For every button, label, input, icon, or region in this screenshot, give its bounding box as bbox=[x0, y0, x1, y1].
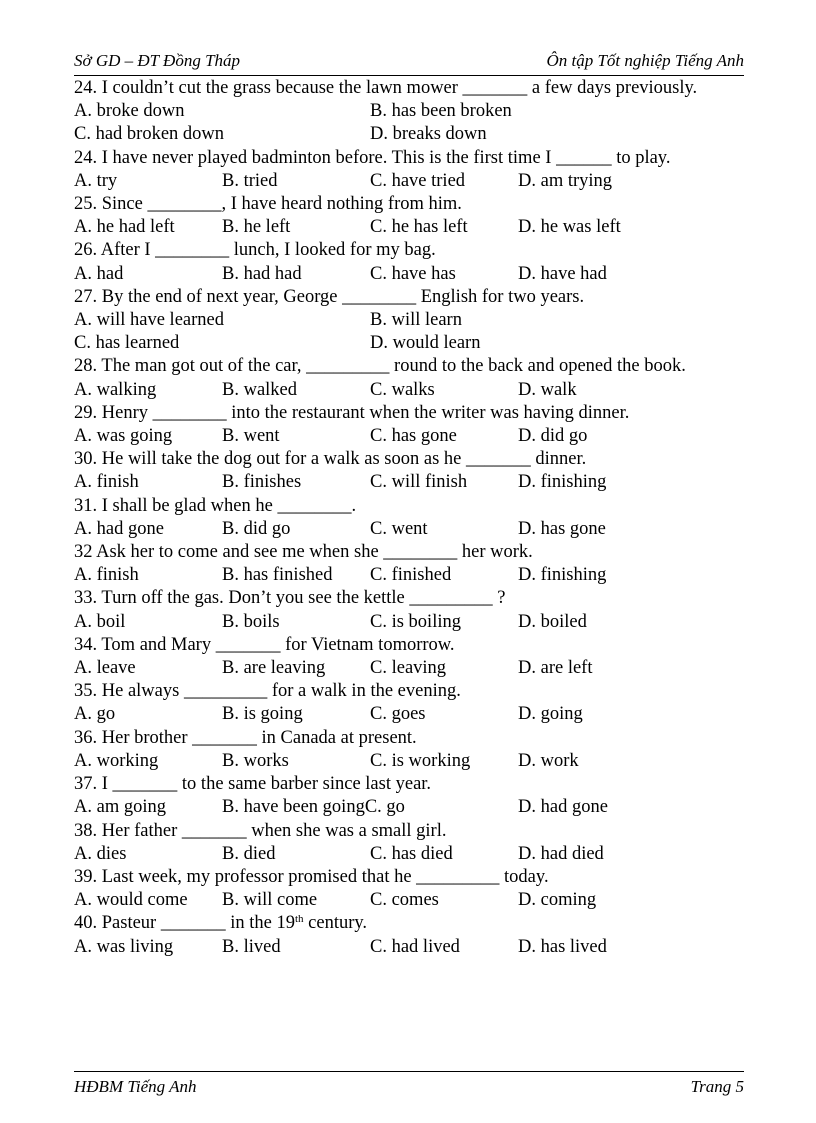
answer-option: C. went bbox=[370, 518, 428, 539]
answer-option: B. he left bbox=[222, 217, 291, 238]
answer-option: A. try bbox=[74, 170, 118, 191]
answer-option: D. have had bbox=[518, 263, 607, 284]
answer-option: D. walk bbox=[518, 379, 577, 400]
question-item bbox=[74, 680, 764, 726]
answer-option: D. did go bbox=[518, 426, 588, 447]
answer-option: C. will finish bbox=[370, 472, 468, 493]
answer-options-row bbox=[74, 936, 764, 959]
answer-options-row bbox=[74, 611, 764, 634]
answer-option: D. are left bbox=[518, 658, 593, 679]
answer-option: B. is going bbox=[222, 704, 303, 725]
answer-option: B. finishes bbox=[222, 472, 302, 493]
answer-options-row bbox=[74, 843, 764, 866]
answer-option: B. are leaving bbox=[222, 658, 326, 679]
answer-option: B. lived bbox=[222, 936, 281, 957]
answer-option: A. am going bbox=[74, 797, 166, 818]
answer-options-row bbox=[74, 471, 764, 494]
question-stem: 31. I shall be glad when he ________. bbox=[74, 495, 357, 516]
answer-option: B. boils bbox=[222, 611, 280, 632]
answer-option: A. would come bbox=[74, 890, 188, 911]
footer-right: Trang 5 bbox=[690, 1077, 744, 1096]
answer-option: C. is working bbox=[370, 750, 471, 771]
answer-option: C. he has left bbox=[370, 217, 468, 238]
answer-option: A. dies bbox=[74, 843, 127, 864]
answer-option: A. broke down bbox=[74, 101, 185, 122]
answer-options-row bbox=[74, 796, 764, 819]
question-item bbox=[74, 912, 764, 958]
answer-option: C. has died bbox=[370, 843, 453, 864]
answer-option: C. had lived bbox=[370, 936, 460, 957]
answer-option: B. will come bbox=[222, 890, 318, 911]
question-stem-part: 40. Pasteur _______ in the 19 bbox=[74, 913, 295, 934]
answer-options-row bbox=[74, 379, 764, 402]
header-right: Ôn tập Tốt nghiệp Tiếng Anh bbox=[546, 51, 744, 70]
answer-option: D. breaks down bbox=[370, 124, 487, 145]
answer-option: D. am trying bbox=[518, 170, 613, 191]
answer-option: C. walks bbox=[370, 379, 435, 400]
answer-options-row bbox=[74, 425, 764, 448]
answer-option: C. leaving bbox=[370, 658, 447, 679]
answer-option: B. went bbox=[222, 426, 280, 447]
question-stem: 27. By the end of next year, George ________ English for two years. bbox=[74, 286, 585, 307]
answer-option: A. will have learned bbox=[74, 310, 224, 331]
answer-options-row bbox=[74, 123, 764, 146]
answer-options-row bbox=[74, 750, 764, 773]
answer-option: C. has learned bbox=[74, 333, 180, 354]
answer-option: D. had died bbox=[518, 843, 604, 864]
answer-option: B. died bbox=[222, 843, 276, 864]
question-item bbox=[74, 286, 764, 356]
question-stem: 36. Her brother _______ in Canada at present. bbox=[74, 727, 417, 748]
question-item bbox=[74, 634, 764, 680]
answer-options-row bbox=[74, 518, 764, 541]
question-stem: 24. I couldn’t cut the grass because the lawn mower _______ a few days previously. bbox=[74, 78, 698, 98]
answer-option: B. did go bbox=[222, 518, 291, 539]
question-stem: 39. Last week, my professor promised that he _________ today. bbox=[74, 866, 549, 887]
answer-option: C. is boiling bbox=[370, 611, 461, 632]
answer-options-row bbox=[74, 263, 764, 286]
answer-option: D. has lived bbox=[518, 936, 607, 957]
question-stem: 37. I _______ to the same barber since last year. bbox=[74, 774, 432, 795]
answer-options-row bbox=[74, 564, 764, 587]
answer-option: D. finishing bbox=[518, 472, 607, 493]
answer-options-row bbox=[74, 216, 764, 239]
question-item bbox=[74, 239, 764, 285]
answer-option: A. was living bbox=[74, 936, 174, 957]
question-item bbox=[74, 727, 764, 773]
page-header bbox=[74, 50, 744, 72]
header-rule bbox=[74, 75, 744, 76]
question-stem: 38. Her father _______ when she was a small girl. bbox=[74, 820, 447, 841]
answer-option: A. boil bbox=[74, 611, 126, 632]
answer-option: D. had gone bbox=[518, 797, 608, 818]
answer-option: A. leave bbox=[74, 658, 136, 679]
question-stem: 28. The man got out of the car, _________ round to the back and opened the book. bbox=[74, 356, 686, 377]
answer-option: C. has gone bbox=[370, 426, 457, 447]
answer-option: C. comes bbox=[370, 890, 439, 911]
answer-option: A. finish bbox=[74, 472, 139, 493]
question-stem: 34. Tom and Mary _______ for Vietnam tomorrow. bbox=[74, 634, 455, 655]
answer-options-row bbox=[74, 100, 764, 123]
answer-option: B. walked bbox=[222, 379, 298, 400]
answer-option: A. working bbox=[74, 750, 159, 771]
answer-option: C. goes bbox=[370, 704, 426, 725]
question-item bbox=[74, 448, 764, 494]
question-item bbox=[74, 495, 764, 541]
question-item bbox=[74, 355, 764, 401]
answer-options-row bbox=[74, 703, 764, 726]
answer-option: C. had broken down bbox=[74, 124, 225, 145]
answer-option: B. has been broken bbox=[370, 101, 512, 122]
answer-option: B. had had bbox=[222, 263, 302, 284]
answer-option: B. has finished bbox=[222, 565, 333, 586]
question-item bbox=[74, 147, 764, 193]
question-item bbox=[74, 541, 764, 587]
answer-option: C. have has bbox=[370, 263, 456, 284]
answer-options-row bbox=[74, 657, 764, 680]
answer-option: C. finished bbox=[370, 565, 452, 586]
question-item bbox=[74, 820, 764, 866]
answer-options-row bbox=[74, 889, 764, 912]
answer-option: A. was going bbox=[74, 426, 173, 447]
question-stem-part: century. bbox=[303, 913, 368, 934]
answer-option: A. had gone bbox=[74, 518, 164, 539]
answer-option: A. go bbox=[74, 704, 116, 725]
question-stem bbox=[74, 912, 764, 935]
answer-option: D. he was left bbox=[518, 217, 621, 238]
question-item bbox=[74, 773, 764, 819]
answer-option: D. going bbox=[518, 704, 583, 725]
question-item bbox=[74, 866, 764, 912]
question-item bbox=[74, 77, 764, 147]
question-stem: 30. He will take the dog out for a walk as soon as he _______ dinner. bbox=[74, 449, 587, 470]
question-item bbox=[74, 587, 764, 633]
answer-option: D. finishing bbox=[518, 565, 607, 586]
question-stem: 26. After I ________ lunch, I looked for my bag. bbox=[74, 240, 436, 261]
header-left: Sở GD – ĐT Đồng Tháp bbox=[74, 51, 241, 70]
answer-option: A. had bbox=[74, 263, 124, 284]
question-stem: 25. Since ________, I have heard nothing from him. bbox=[74, 194, 462, 215]
footer-left: HĐBM Tiếng Anh bbox=[74, 1077, 197, 1096]
answer-options-row bbox=[74, 170, 764, 193]
question-stem-superscript: th bbox=[294, 913, 304, 926]
question-item bbox=[74, 402, 764, 448]
question-stem: 33. Turn off the gas. Don’t you see the kettle _________ ? bbox=[74, 588, 506, 609]
answer-option: C. have tried bbox=[370, 170, 466, 191]
question-item bbox=[74, 193, 764, 239]
answer-option: A. walking bbox=[74, 379, 157, 400]
answer-options-row bbox=[74, 332, 764, 355]
answer-option: B. works bbox=[222, 750, 289, 771]
page-footer bbox=[74, 1076, 744, 1098]
question-stem: 29. Henry ________ into the restaurant when the writer was having dinner. bbox=[74, 402, 630, 423]
footer-rule bbox=[74, 1071, 744, 1072]
answer-option: B. have been goingC. go bbox=[222, 797, 405, 818]
answer-option: A. he had left bbox=[74, 217, 175, 238]
answer-option: D. would learn bbox=[370, 333, 481, 354]
answer-option: B. will learn bbox=[370, 310, 462, 331]
question-stem: 32 Ask her to come and see me when she ________ her work. bbox=[74, 542, 533, 563]
answer-option: A. finish bbox=[74, 565, 139, 586]
question-stem: 24. I have never played badminton before. This is the first time I ______ to play. bbox=[74, 147, 671, 168]
answer-option: B. tried bbox=[222, 170, 278, 191]
answer-option: D. boiled bbox=[518, 611, 587, 632]
answer-option: D. has gone bbox=[518, 518, 606, 539]
question-list bbox=[74, 77, 764, 959]
answer-options-row bbox=[74, 309, 764, 332]
answer-option: D. coming bbox=[518, 890, 597, 911]
question-stem: 35. He always _________ for a walk in the evening. bbox=[74, 681, 461, 702]
answer-option: D. work bbox=[518, 750, 579, 771]
